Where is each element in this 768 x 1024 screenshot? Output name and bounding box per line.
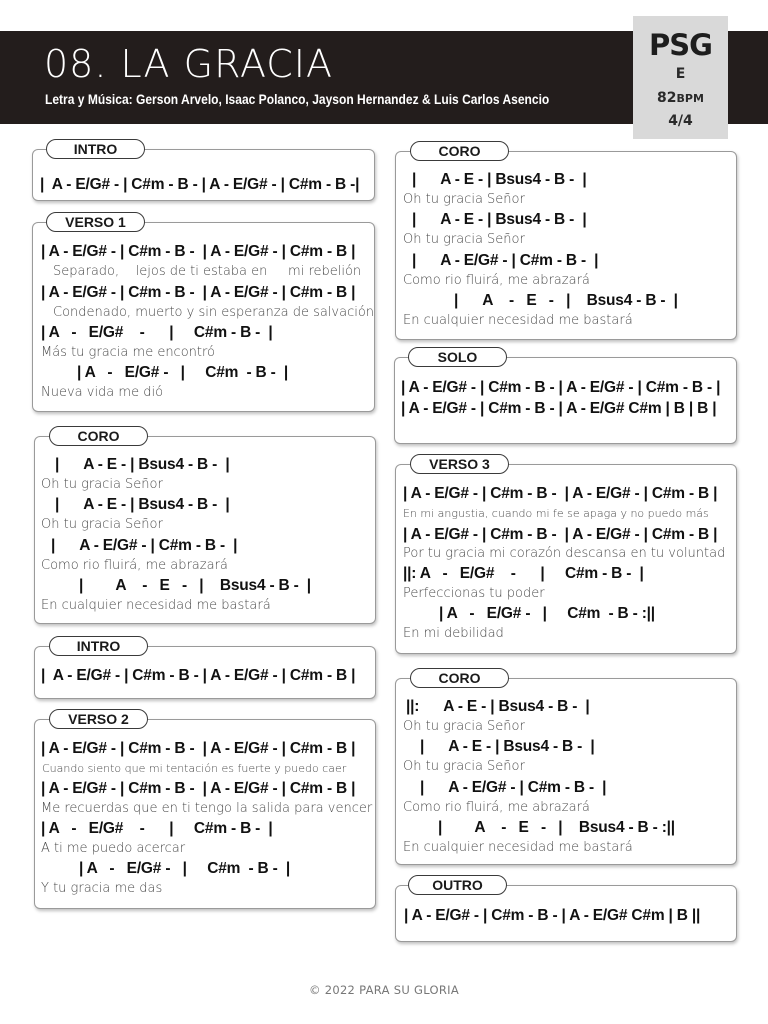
chord-line: | A - E/G# - | C#m - B - | [412,252,599,269]
lyric-line: En mi angustia, cuando mi fe se apaga y no puedo más [403,507,709,520]
chord-line: | A - E/G# - | C#m - B - | A - E/G# - | C#m - B | [41,740,356,757]
lyric-line: Oh tu gracia Señor [41,517,163,532]
chord-line: | A - E/G# - | C#m - B - | A - E/G# - | C#m - B -| [40,176,360,193]
chord-line: ||: A - E - | Bsus4 - B - | [406,698,590,715]
song-bpm [633,90,728,106]
chord-line: | A - E/G# - | C#m - B - | A - E/G# C#m | B | B | [401,400,717,417]
chord-line: | A - E/G# - | C#m - B - | A - E/G# - | C#m - B | [41,667,356,684]
section-verso-1 [32,222,375,412]
chord-line: | A - E/G# - | C#m - B - | A - E/G# - | C#m - B - | [401,379,721,396]
chord-line: | A - E - | Bsus4 - B - | [79,577,311,594]
chord-line: | A - E/G# - | C#m - B - | A - E/G# - | C#m - B | [403,485,718,502]
chord-line: | A - E - | Bsus4 - B - :|| [438,819,675,836]
lyric-line: Cuando siento que mi tentación es fuerte y puedo caer [42,762,347,775]
lyric-line: Oh tu gracia Señor [403,232,525,247]
section-label-coro-3: CORO [410,668,509,688]
lyric-line: Oh tu gracia Señor [403,192,525,207]
chord-line: ||: A - E/G# - | C#m - B - | [403,565,644,582]
lyric-line: Oh tu gracia Señor [403,759,525,774]
chord-line: | A - E/G# - | C#m - B - | [41,820,273,837]
lyric-line: Como rio fluirá, me abrazará [41,558,228,573]
section-label-coro-2: CORO [410,141,509,161]
section-verso-2 [34,719,376,909]
section-label-intro-1: INTRO [46,139,145,159]
chord-line: | A - E - | Bsus4 - B - | [454,292,678,309]
section-coro-3 [395,678,737,865]
chord-line: | A - E/G# - | C#m - B - | A - E/G# - | C#m - B | [41,284,356,301]
song-title: 08. LA GRACIA [44,42,334,86]
lyric-line: En mi debilidad [403,626,504,641]
section-verso-3 [395,464,737,654]
lyric-line: En cualquier necesidad me bastará [403,840,633,855]
song-info-box [633,16,728,139]
lyric-line: En cualquier necesidad me bastará [41,598,271,613]
section-label-verso-1: VERSO 1 [46,212,145,232]
lyric-line: Más tu gracia me encontró [41,345,216,360]
lyric-line: A ti me puedo acercar [41,841,186,856]
lyric-line: Condenado, muerto y sin esperanza de salvación [53,305,375,320]
lyric-line: Nueva vida me dió [41,385,164,400]
psg-logo: PSG [649,28,712,62]
chord-line: | A - E/G# - | C#m - B - | A - E/G# C#m | B || [404,907,701,924]
chord-line: | A - E/G# - | C#m - B - | [41,324,273,341]
section-label-solo: SOLO [408,347,507,367]
song-key: E [675,66,686,82]
bpm-unit: BPM [676,92,704,105]
lyric-line: Oh tu gracia Señor [41,477,163,492]
lyric-line: Me recuerdas que en ti tengo la salida para vencer [41,801,373,816]
chord-line: | A - E/G# - | C#m - B - | A - E/G# - | C#m - B | [41,243,356,260]
section-label-verso-2: VERSO 2 [49,709,148,729]
chord-line: | A - E/G# - | C#m - B - | A - E/G# - | C#m - B | [41,780,356,797]
chord-line: | A - E - | Bsus4 - B - | [420,738,595,755]
chord-line: | A - E/G# - | C#m - B - | [420,779,607,796]
chord-line: | A - E/G# - | C#m - B - | A - E/G# - | C#m - B | [403,526,718,543]
section-coro-1 [34,436,376,624]
lyric-line: Y tu gracia me das [41,881,163,896]
lyric-line: Por tu gracia mi corazón descansa en tu voluntad [403,546,726,561]
chord-line: | A - E - | Bsus4 - B - | [55,456,230,473]
chord-line: | A - E/G# - | C#m - B - | [77,364,288,381]
chord-line: | A - E - | Bsus4 - B - | [55,496,230,513]
section-label-intro-2: INTRO [49,636,148,656]
lyric-line: Como rio fluirá, me abrazará [403,273,590,288]
lyric-line: Como rio fluirá, me abrazará [403,800,590,815]
chord-line: | A - E/G# - | C#m - B - | [79,860,290,877]
chord-line: | A - E - | Bsus4 - B - | [412,171,587,188]
section-label-outro: OUTRO [408,875,507,895]
chord-line: | A - E/G# - | C#m - B - | [51,537,238,554]
chord-line: | A - E - | Bsus4 - B - | [412,211,587,228]
lyric-line: Oh tu gracia Señor [403,719,525,734]
lyric-line: Separado, lejos de ti estaba en mi rebelión [53,264,362,279]
lyric-line: En cualquier necesidad me bastará [403,313,633,328]
section-solo [394,357,737,444]
section-label-verso-3: VERSO 3 [410,454,509,474]
footer-copyright: © 2022 PARA SU GLORIA [308,983,460,997]
lyric-line: Perfeccionas tu poder [403,586,545,601]
bpm-value: 82 [657,90,677,106]
song-credits: Letra y Música: Gerson Arvelo, Isaac Polanco, Jayson Hernandez & Luis Carlos Asencio [45,91,550,107]
section-coro-2 [395,151,737,340]
chord-line: | A - E/G# - | C#m - B - :|| [439,605,655,622]
section-label-coro-1: CORO [49,426,148,446]
time-signature: 4/4 [668,113,693,129]
